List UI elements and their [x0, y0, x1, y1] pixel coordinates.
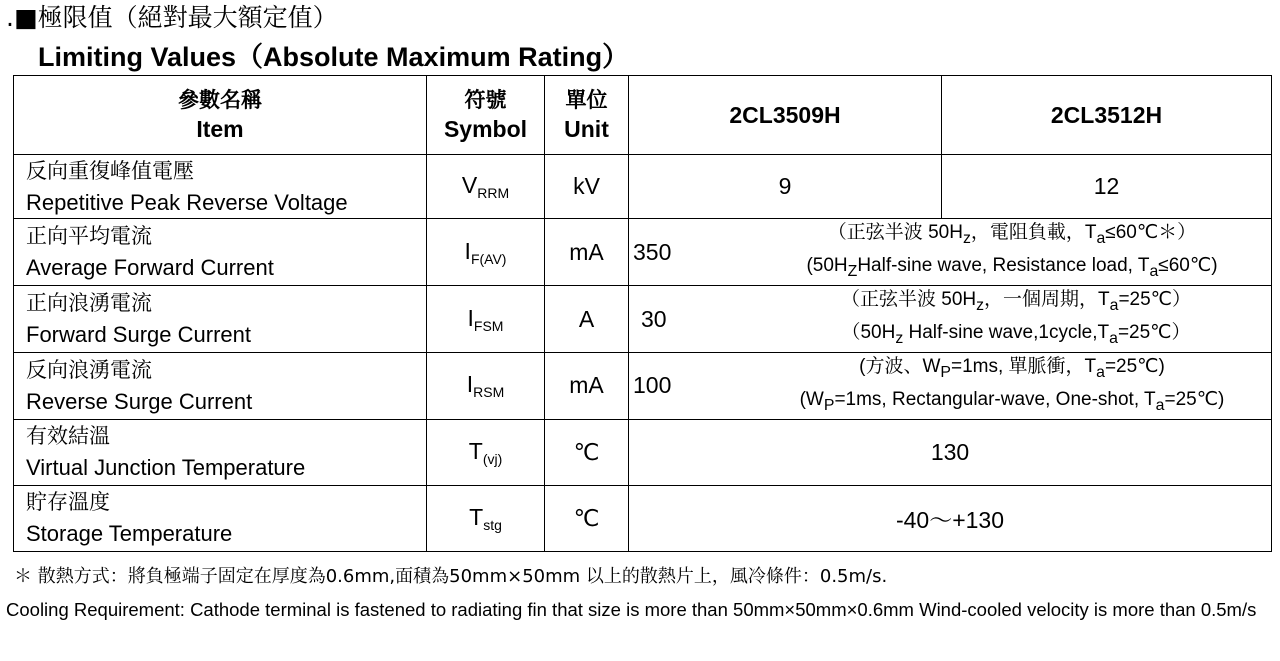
symbol-subscript: RRM [477, 185, 510, 201]
symbol-subscript: RSM [473, 384, 505, 401]
symbol: I [467, 304, 474, 331]
condition-en: ($W_P=1ms$, Rectangular-wave, One-shot, $T_a=25℃$) [799, 388, 1225, 414]
symbol: I [464, 237, 471, 264]
table-row [14, 219, 1272, 286]
title-english: Limiting Values（Absolute Maximum Rating） [38, 42, 630, 72]
condition-cn: (方波、$W_P=1ms$, 單脈衝，$T_a=25℃$) [859, 356, 1165, 381]
value-condition-cell [629, 219, 1272, 286]
symbol-cell [427, 485, 545, 551]
condition-cn: （正弦半波 $50H_z$，電阻負載，$T_a\le 60℃*$） [827, 222, 1197, 247]
item-cn: 有效結溫 [26, 424, 110, 449]
value-model-2: 12 [942, 155, 1272, 219]
symbol-cell [427, 419, 545, 485]
item-en: Storage Temperature [26, 521, 233, 547]
footnote-english: Cooling Requirement: Cathode terminal is fastened to radiating fin that size is more than 50mm×50mm×0.6mm Wind-cooled velocity is more than 0.5m/s [6, 599, 1257, 620]
header-unit-cn: 單位 [565, 88, 608, 112]
header-unit [545, 76, 629, 155]
condition-en: （$50H_z$ Half-sine $wave,1cycle,T_a=25℃$） [841, 322, 1191, 347]
symbol: T [468, 437, 483, 464]
header-model-2: 2CL3512H [942, 76, 1272, 155]
symbol-subscript: FSM [473, 317, 504, 334]
limiting-values-table [13, 75, 1272, 552]
unit-cell: mA [545, 219, 629, 286]
table-row [14, 286, 1272, 353]
symbol: T [469, 503, 484, 530]
condition-en: ($50H_ZHalf$-sine wave, Resistance load, $T_a\le 60℃$) [806, 255, 1218, 280]
item-cell [14, 353, 427, 420]
footnote-chinese: ＊ 散熱方式：將負極端子固定在厚度為0.6mm,面積為50mm×50mm 以上的散熱片上，風冷條件：0.5m/s. [14, 566, 888, 587]
value-model-1: 9 [629, 155, 942, 219]
value: 100 [633, 372, 672, 399]
symbol-subscript: F(AV) [470, 250, 507, 267]
unit-cell: ℃ [545, 485, 629, 551]
item-cn: 反向浪湧電流 [26, 357, 152, 382]
header-model-1: 2CL3509H [629, 76, 942, 155]
item-cn: 正向平均電流 [26, 224, 152, 248]
header-item-en: Item [196, 116, 244, 142]
item-en: Average Forward Current [26, 255, 274, 280]
value-condition-cell [629, 353, 1272, 420]
header-symbol-cn: 符號 [464, 88, 507, 112]
condition [753, 353, 1271, 419]
symbol-subscript: (vj) [482, 450, 503, 467]
item-cell [14, 485, 427, 551]
symbol-cell [427, 286, 545, 353]
condition-cn: （正弦半波 $50H_z$，一個周期，$T_a=25℃$） [840, 289, 1192, 314]
item-en: Reverse Surge Current [26, 388, 253, 414]
unit-cell: mA [545, 353, 629, 420]
header-symbol [427, 76, 545, 155]
unit-cell: A [545, 286, 629, 353]
symbol-cell [427, 155, 545, 219]
value-merged: -40～+130 [629, 485, 1272, 551]
table-row [14, 353, 1272, 420]
item-en: Repetitive Peak Reverse Voltage [26, 189, 348, 215]
table-row [14, 419, 1272, 485]
condition [761, 286, 1271, 352]
value-merged: 130 [629, 419, 1272, 485]
item-cn: 貯存溫度 [26, 490, 110, 515]
item-en: Virtual Junction Temperature [26, 455, 306, 481]
unit-cell: ℃ [545, 419, 629, 485]
condition [753, 219, 1271, 285]
value: 30 [641, 305, 667, 332]
item-cell [14, 286, 427, 353]
item-en: Forward Surge Current [26, 322, 251, 347]
item-cell [14, 155, 427, 219]
symbol: V [461, 172, 478, 198]
item-cell [14, 219, 427, 286]
unit-cell: kV [545, 155, 629, 219]
symbol-subscript: stg [483, 516, 502, 533]
item-cn: 反向重復峰值電壓 [26, 158, 194, 183]
header-unit-en: Unit [564, 116, 609, 142]
header-symbol-en: Symbol [443, 116, 528, 142]
symbol: I [466, 371, 474, 398]
symbol-cell [427, 219, 545, 286]
header-item-cn: 參數名稱 [178, 88, 262, 112]
table-header-row [14, 76, 1272, 155]
symbol-cell [427, 353, 545, 420]
title-chinese: .■極限值（絕對最大額定值） [6, 3, 338, 32]
table-row [14, 485, 1272, 551]
value: 350 [633, 238, 672, 265]
item-cn: 正向浪湧電流 [26, 291, 152, 315]
value-condition-cell [629, 286, 1272, 353]
table-row [14, 155, 1272, 219]
item-cell [14, 419, 427, 485]
header-item [14, 76, 427, 155]
